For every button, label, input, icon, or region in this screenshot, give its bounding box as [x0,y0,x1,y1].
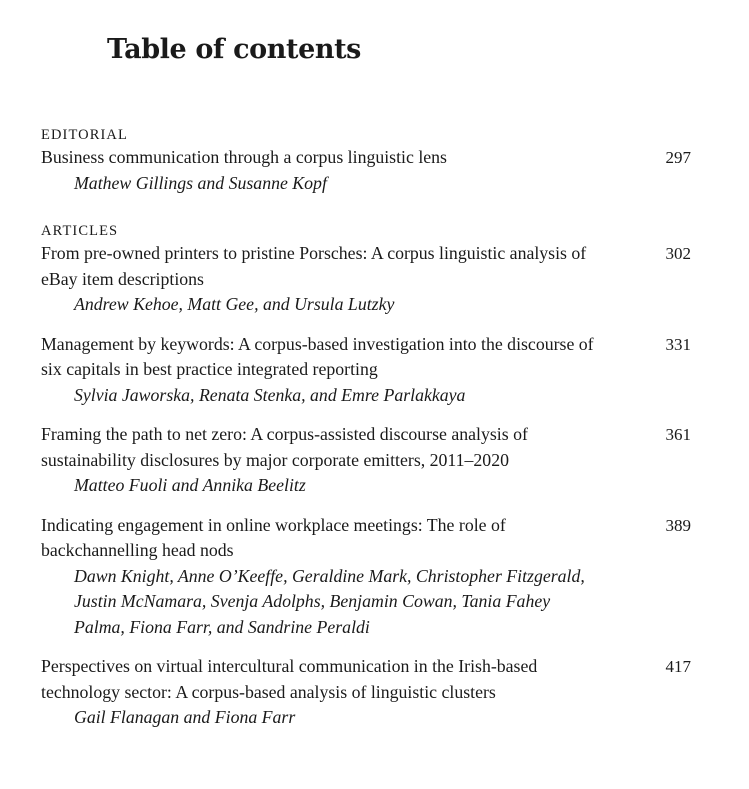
page-title: Table of contents [107,34,361,65]
entry-title: From pre-owned printers to pristine Porsches: A corpus linguistic analysis of eBay item descriptions [41,243,587,289]
toc-entry[interactable] [41,654,691,731]
entry-authors: Gail Flanagan and Fiona Farr [74,707,296,727]
table-of-contents [41,125,691,731]
entry-page-number: 297 [665,148,691,167]
toc-entry[interactable] [41,145,691,196]
entry-page-number: 361 [665,425,691,444]
entry-title: Perspectives on virtual intercultural communication in the Irish-based technology sector: A corpus-based analysis of linguistic clusters [41,656,538,702]
entry-page-number: 389 [665,515,691,535]
section-label-editorial: EDITORIAL [41,127,128,143]
toc-entry[interactable] [41,422,691,499]
entry-authors: Dawn Knight, Anne O’Keeffe, Geraldine Mark, Christopher Fitzgerald, Justin McNamara, Svenja Adolphs, Benjamin Cowan, Tania Fahey Palma, Fiona Farr, and Sandrine Peraldi [74,565,585,637]
entry-title: Business communication through a corpus linguistic lens [41,147,447,167]
entry-title: Management by keywords: A corpus-based investigation into the discourse of six capitals in best practice integrated reporting [41,333,594,379]
toc-entry[interactable] [41,513,691,641]
section-label-articles: ARTICLES [41,223,119,239]
entry-authors: Sylvia Jaworska, Renata Stenka, and Emre Parlakkaya [74,384,466,405]
entry-title: Framing the path to net zero: A corpus-assisted discourse analysis of sustainability disclosures by major corporate emitters, 2011–2020 [41,424,528,470]
toc-entry[interactable] [41,332,691,409]
entry-page-number: 417 [665,657,691,676]
entry-page-number: 302 [665,244,691,263]
entry-title: Indicating engagement in online workplace meetings: The role of backchannelling head nods [41,514,506,560]
entry-authors: Mathew Gillings and Susanne Kopf [74,172,327,193]
entry-authors: Matteo Fuoli and Annika Beelitz [74,475,306,495]
entry-page-number: 331 [665,334,691,354]
toc-entry[interactable] [41,241,691,318]
entry-authors: Andrew Kehoe, Matt Gee, and Ursula Lutzky [74,294,395,314]
